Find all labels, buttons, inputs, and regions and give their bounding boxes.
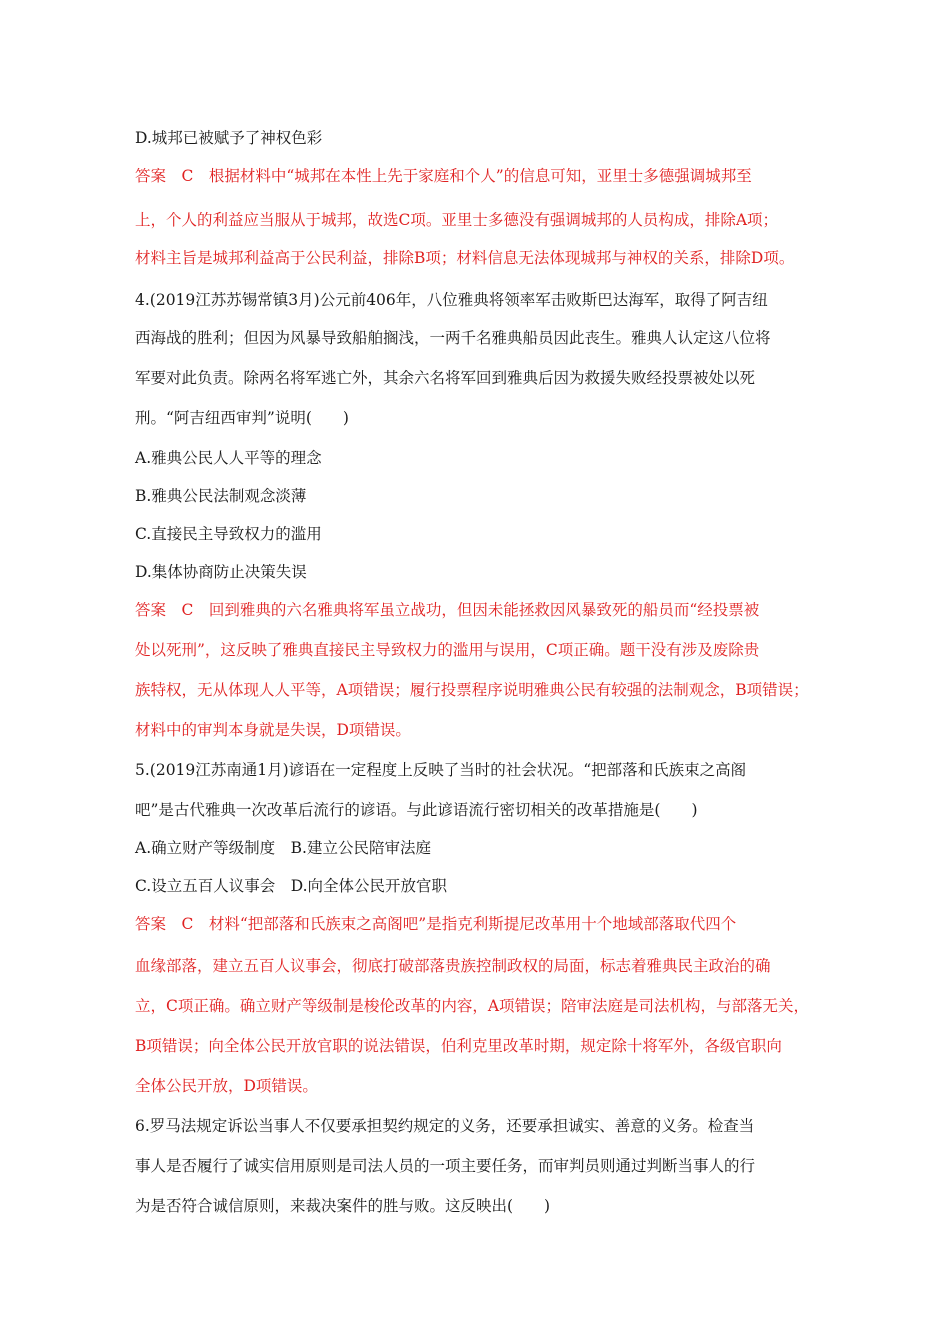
q4-option-b: B.雅典公民法制观念淡薄 xyxy=(135,487,307,505)
q5-answer-line-4: B项错误；向全体公民开放官职的说法错误，伯利克里改革时期，规定除十将军外，各级官职向 xyxy=(135,1037,782,1055)
q3-answer-line-2: 上，个人的利益应当服从于城邦，故选C项。亚里士多德没有强调城邦的人员构成，排除A项； xyxy=(135,211,779,229)
q5-stem-line-2: 吧”是古代雅典一次改革后流行的谚语。与此谚语流行密切相关的改革措施是( ) xyxy=(135,801,698,819)
q5-options-ab: A.确立财产等级制度 B.建立公民陪审法庭 xyxy=(135,839,431,857)
q4-answer-line-4: 材料中的审判本身就是失误，D项错误。 xyxy=(135,721,411,739)
q4-answer-line-2: 处以死刑”，这反映了雅典直接民主导致权力的滥用与误用，C项正确。题干没有涉及废除贵 xyxy=(135,641,760,659)
q6-stem-line-2: 事人是否履行了诚实信用原则是司法人员的一项主要任务，而审判员则通过判断当事人的行 xyxy=(135,1157,756,1175)
q4-answer-line-3: 族特权，无从体现人人平等，A项错误；履行投票程序说明雅典公民有较强的法制观念，B项错误； xyxy=(135,681,809,699)
q4-answer-line-1: 答案 C 回到雅典的六名雅典将军虽立战功，但因未能拯救因风暴致死的船员而“经投票被 xyxy=(135,601,760,619)
q4-option-d: D.集体协商防止决策失误 xyxy=(135,563,307,581)
q4-stem-line-3: 军要对此负责。除两名将军逃亡外，其余六名将军回到雅典后因为救援失败经投票被处以死 xyxy=(135,369,756,387)
q6-stem-line-1: 6.罗马法规定诉讼当事人不仅要承担契约规定的义务，还要承担诚实、善意的义务。检查当 xyxy=(135,1117,755,1135)
q5-answer-line-2: 血缘部落，建立五百人议事会，彻底打破部落贵族控制政权的局面，标志着雅典民主政治的确 xyxy=(135,957,771,975)
q3-option-d: D.城邦已被赋予了神权色彩 xyxy=(135,129,323,147)
q5-answer-line-5: 全体公民开放，D项错误。 xyxy=(135,1077,318,1095)
q3-answer-line-1: 答案 C 根据材料中“城邦在本性上先于家庭和个人”的信息可知，亚里士多德强调城邦至 xyxy=(135,167,752,185)
q5-answer-line-3: 立，C项正确。确立财产等级制是梭伦改革的内容，A项错误；陪审法庭是司法机构，与部落无关， xyxy=(135,997,810,1015)
q5-answer-line-1: 答案 C 材料“把部落和氏族束之高阁吧”是指克利斯提尼改革用十个地域部落取代四个 xyxy=(135,915,737,933)
q4-stem-line-4: 刑。“阿吉纽西审判”说明( ) xyxy=(135,409,349,427)
q4-option-c: C.直接民主导致权力的滥用 xyxy=(135,525,322,543)
q5-options-cd: C.设立五百人议事会 D.向全体公民开放官职 xyxy=(135,877,448,895)
q6-stem-line-3: 为是否符合诚信原则，来裁决案件的胜与败。这反映出( ) xyxy=(135,1197,551,1215)
q3-answer-line-3: 材料主旨是城邦利益高于公民利益，排除B项；材料信息无法体现城邦与神权的关系，排除D项。 xyxy=(135,249,795,267)
q4-stem-line-2: 西海战的胜利；但因为风暴导致船舶搁浅，一两千名雅典船员因此丧生。雅典人认定这八位将 xyxy=(135,329,771,347)
q4-stem-line-1: 4.(2019江苏苏锡常镇3月)公元前406年，八位雅典将领率军击败斯巴达海军，取得了阿吉纽 xyxy=(135,291,768,309)
q5-stem-line-1: 5.(2019江苏南通1月)谚语在一定程度上反映了当时的社会状况。“把部落和氏族束之高阁 xyxy=(135,761,747,779)
q4-option-a: A.雅典公民人人平等的理念 xyxy=(135,449,322,467)
